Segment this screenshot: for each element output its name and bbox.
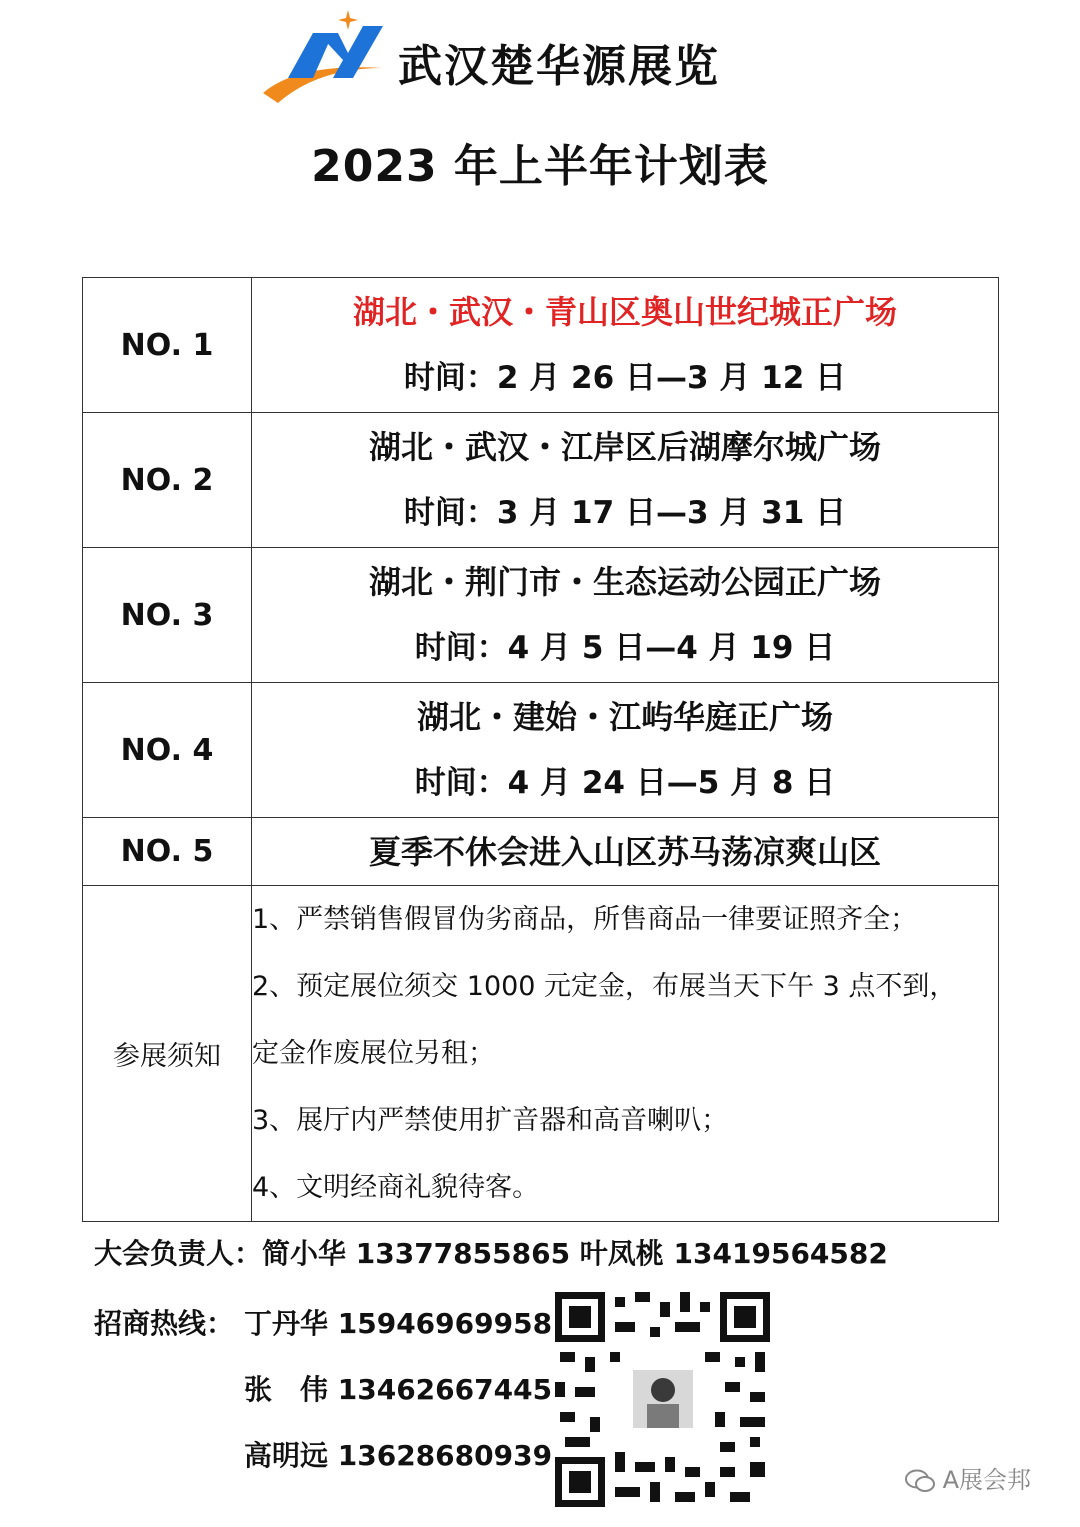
notice-list — [252, 886, 999, 1222]
manager-line: 大会负责人：简小华 13377855865 叶凤桃 13419564582 — [94, 1237, 888, 1270]
event-info — [252, 548, 999, 683]
event-time: 时间：4 月 24 日—5 月 8 日 — [414, 765, 836, 801]
watermark — [905, 1460, 1031, 1495]
table-row — [83, 818, 999, 886]
hotline-contact: 丁丹华 15946969958 — [244, 1307, 553, 1340]
hotline-label: 招商热线： — [94, 1307, 235, 1340]
header — [0, 0, 1080, 240]
wechat-icon — [905, 1469, 935, 1493]
event-number: NO. 1 — [83, 278, 252, 413]
hotline-contact: 张 伟 13462667445 — [244, 1373, 553, 1406]
event-number: NO. 4 — [83, 683, 252, 818]
company-name: 武汉楚华源展览 — [398, 41, 720, 92]
notice-label: 参展须知 — [83, 886, 252, 1222]
event-time: 时间：3 月 17 日—3 月 31 日 — [403, 495, 847, 531]
notice-item: 定金作废展位另租； — [252, 1038, 495, 1069]
watermark-text: A展会邦 — [942, 1466, 1032, 1494]
table-row — [83, 683, 999, 818]
notice-item: 3、展厅内严禁使用扩音器和高音喇叭； — [252, 1105, 729, 1136]
event-time: 时间：2 月 26 日—3 月 12 日 — [403, 360, 847, 396]
event-info — [252, 278, 999, 413]
event-venue: 夏季不休会进入山区苏马荡凉爽山区 — [368, 832, 881, 871]
event-info — [252, 413, 999, 548]
event-time: 时间：4 月 5 日—4 月 19 日 — [414, 630, 836, 666]
schedule-table — [82, 277, 999, 1222]
jy-logo-icon — [258, 8, 388, 108]
qr-code-icon[interactable] — [555, 1292, 770, 1507]
notice-row — [83, 886, 999, 1222]
event-number: NO. 3 — [83, 548, 252, 683]
page-title: 2023 年上半年计划表 — [311, 141, 769, 192]
table-row — [83, 413, 999, 548]
notice-item: 2、预定展位须交 1000 元定金，布展当天下午 3 点不到， — [252, 971, 957, 1002]
event-number: NO. 5 — [83, 818, 252, 886]
event-venue: 湖北・荆门市・生态运动公园正广场 — [368, 563, 881, 601]
event-venue: 湖北・武汉・江岸区后湖摩尔城广场 — [368, 428, 881, 466]
event-info — [252, 818, 999, 886]
event-venue: 湖北・建始・江屿华庭正广场 — [416, 698, 833, 736]
event-info — [252, 683, 999, 818]
notice-item: 4、文明经商礼貌待客。 — [252, 1172, 540, 1203]
table-row — [83, 278, 999, 413]
event-venue: 湖北・武汉・青山区奥山世纪城正广场 — [352, 293, 897, 331]
event-number: NO. 2 — [83, 413, 252, 548]
table-row — [83, 548, 999, 683]
notice-item: 1、严禁销售假冒伪劣商品，所售商品一律要证照齐全； — [252, 904, 918, 935]
hotline-contact: 高明远 13628680939 — [244, 1439, 553, 1472]
